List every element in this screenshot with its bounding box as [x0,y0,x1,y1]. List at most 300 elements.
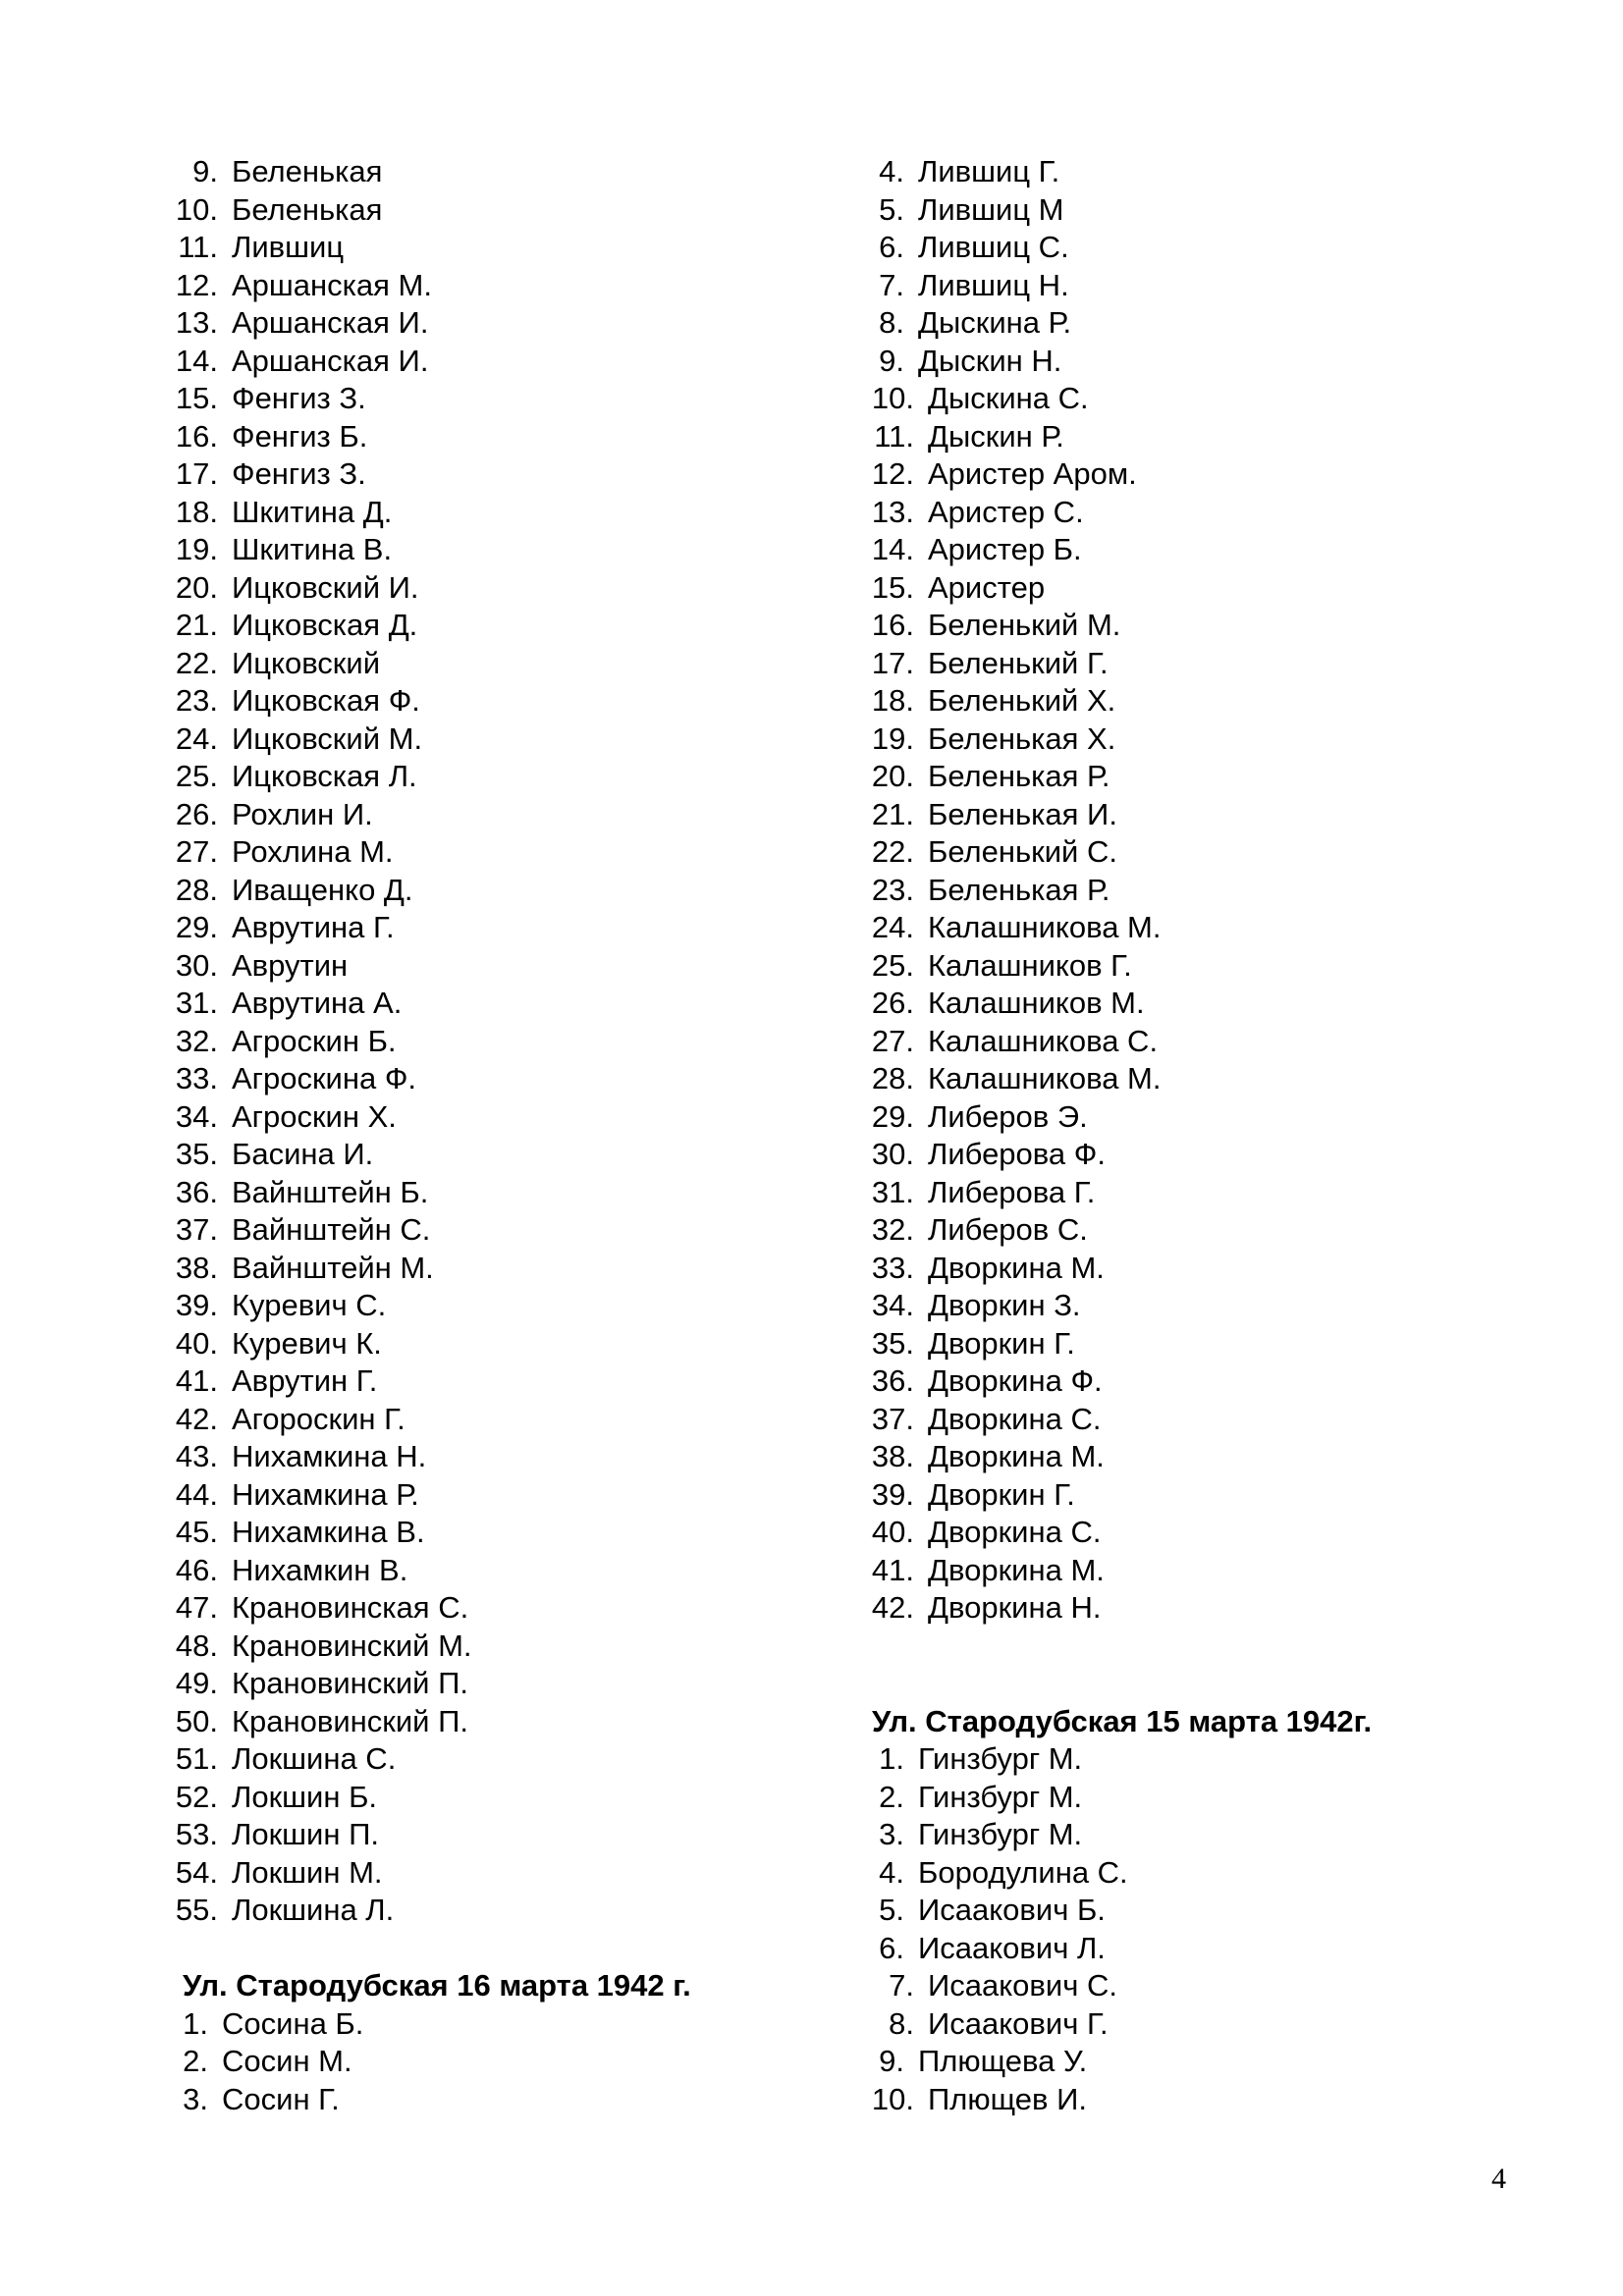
item-name: Аврутина А. [232,986,403,1020]
item-name: Фенгиз З. [232,381,366,415]
item-number: 47. [175,1590,218,1625]
item-number: 32. [871,1212,914,1247]
left-column [175,153,840,2118]
item-name: Лившиц Г. [918,154,1060,188]
item-number: 30. [871,1137,914,1171]
item-number: 17. [175,456,218,491]
item-number: 48. [175,1628,218,1663]
list-item [175,1665,840,1703]
right-name-list-continued [871,153,1527,1628]
list-item [871,2081,1527,2119]
list-item [871,455,1527,494]
list-item [871,796,1527,834]
list-item [879,343,1527,381]
list-item [871,645,1527,683]
item-name: Ицковская Д. [232,608,418,642]
item-name: Аристер [928,569,1046,605]
list-item [871,569,1527,608]
item-name: Шкитина В. [232,532,393,566]
list-item [871,1023,1527,1061]
list-item [871,531,1527,569]
item-name: Дворкина С. [928,1401,1102,1436]
item-number: 52. [175,1779,218,1814]
item-number: 51. [175,1741,218,1776]
list-item [175,1325,840,1363]
item-name: Аристер С. [928,494,1084,529]
item-number: 50. [175,1703,218,1738]
item-name: Аристер Б. [928,532,1082,566]
item-name: Агроскин Х. [232,1098,397,1134]
list-item [871,1325,1527,1363]
item-number: 14. [871,532,914,566]
list-item [175,1552,840,1590]
item-name: Фенгиз Б. [232,418,368,454]
item-number: 36. [871,1363,914,1398]
item-name: Дворкина Ф. [928,1363,1103,1398]
item-name: Калашников М. [928,986,1145,1020]
item-name: Дворкина М. [928,1439,1105,1473]
item-name: Беленькая [232,154,383,188]
item-number: 10. [871,381,914,415]
item-number: 29. [871,1098,914,1134]
item-number: 32. [175,1023,218,1058]
list-item [879,153,1527,191]
item-number: 10. [175,191,218,227]
item-number: 17. [871,645,914,680]
list-item [175,1211,840,1250]
item-name: Крановинский П. [232,1666,469,1700]
item-number: 34. [175,1098,218,1134]
item-name: Ицковский [232,645,381,680]
item-number: 13. [871,494,914,529]
item-number: 26. [175,796,218,831]
item-number: 35. [871,1325,914,1361]
item-number: 2. [879,1779,904,1814]
list-item [871,1136,1527,1174]
list-item [879,191,1527,230]
item-number: 33. [871,1250,914,1285]
list-item [871,1287,1527,1325]
list-item [871,1098,1527,1137]
left-section-title: Ул. Стародубская 16 марта 1942 г. [183,1968,691,2002]
item-name: Сосина Б. [222,2005,364,2041]
list-item [175,1136,840,1174]
right-column [871,153,1527,2118]
item-number: 34. [871,1288,914,1322]
item-name: Дворкина М. [928,1552,1105,1587]
item-name: Дворкина Н. [928,1590,1102,1625]
list-item [871,721,1527,759]
item-number: 38. [175,1250,218,1285]
item-name: Аврутин Г. [232,1363,378,1398]
list-item [871,1552,1527,1590]
list-item [175,1854,840,1893]
item-name: Фенгиз З. [232,456,366,491]
item-number: 23. [871,872,914,907]
item-name: Беленький М. [928,608,1121,642]
item-number: 31. [175,986,218,1020]
list-item [175,1514,840,1552]
item-name: Бородулина С. [918,1854,1128,1890]
item-number: 21. [871,796,914,831]
list-item [175,872,840,910]
item-name: Беленькая [232,191,383,227]
item-number: 19. [871,721,914,756]
item-name: Нихамкина Н. [232,1439,427,1473]
item-name: Либерова Г. [928,1174,1096,1209]
item-name: Рохлина М. [232,834,394,869]
item-number: 46. [175,1552,218,1587]
item-number: 26. [871,986,914,1020]
item-number: 36. [175,1174,218,1209]
list-item [879,2043,1527,2081]
item-number: 39. [871,1476,914,1512]
item-number: 33. [175,1061,218,1095]
list-item [871,833,1527,872]
item-number: 6. [879,230,904,264]
list-item [871,1060,1527,1098]
item-name: Нихамкина Р. [232,1476,419,1512]
list-item [871,1401,1527,1439]
item-name: Ицковский И. [232,569,419,605]
list-item [175,1476,840,1515]
item-name: Нихамкин В. [232,1552,408,1587]
item-number: 15. [871,569,914,605]
item-number: 10. [871,2081,914,2116]
list-item [879,229,1527,267]
item-number: 37. [175,1212,218,1247]
item-number: 2. [183,2044,208,2078]
list-item [871,494,1527,532]
list-item [175,947,840,986]
list-item [175,1250,840,1288]
item-number: 16. [871,608,914,642]
list-item [871,1438,1527,1476]
left-name-list-new [183,2005,840,2119]
item-number: 8. [889,2005,914,2041]
item-name: Либеров Э. [928,1098,1088,1134]
item-name: Дворкин Г. [928,1325,1075,1361]
item-number: 15. [175,381,218,415]
item-name: Лившиц Н. [918,267,1069,302]
item-name: Локшин Б. [232,1779,378,1814]
list-item [879,1740,1527,1779]
list-item [175,1892,840,1930]
item-number: 53. [175,1817,218,1851]
list-item [871,1362,1527,1401]
item-name: Калашников Г. [928,947,1132,983]
item-number: 43. [175,1439,218,1473]
list-item [175,418,840,456]
item-name: Гинзбург М. [918,1741,1083,1776]
list-item [178,229,840,267]
list-item [879,1854,1527,1893]
item-number: 3. [879,1817,904,1851]
item-name: Вайнштейн С. [232,1212,431,1247]
item-number: 9. [879,2044,904,2078]
item-number: 4. [879,154,904,188]
item-name: Либерова Ф. [928,1137,1106,1171]
list-item [889,1967,1527,2005]
item-name: Аршанская М. [232,267,432,302]
list-item [175,721,840,759]
item-number: 29. [175,910,218,944]
list-item [175,1174,840,1212]
item-number: 25. [175,759,218,793]
list-item [175,1628,840,1666]
item-name: Дворкина С. [928,1515,1102,1549]
list-item [175,833,840,872]
item-name: Куревич К. [232,1325,382,1361]
item-number: 28. [871,1061,914,1095]
list-item [175,1023,840,1061]
item-number: 22. [871,834,914,869]
list-item [871,1174,1527,1212]
item-number: 20. [871,759,914,793]
item-name: Гинзбург М. [918,1779,1083,1814]
list-item [879,1930,1527,1968]
list-item [879,1892,1527,1930]
item-name: Нихамкина В. [232,1515,425,1549]
item-number: 5. [879,1893,904,1927]
list-item [175,531,840,569]
list-item [175,682,840,721]
left-name-list-continued [175,153,840,1930]
item-name: Ицковская Ф. [232,683,420,718]
list-item [871,380,1527,418]
item-number: 42. [175,1401,218,1436]
list-item [879,267,1527,305]
item-name: Лившиц М [918,191,1064,227]
item-name: Плющева У. [918,2044,1088,2078]
item-name: Аристер Аром. [928,456,1137,491]
item-number: 9. [192,154,218,188]
item-number: 49. [175,1666,218,1700]
list-item [183,2081,840,2119]
list-item [871,872,1527,910]
list-item [175,796,840,834]
right-section-title: Ул. Стародубская 15 марта 1942г. [872,1703,1373,1738]
item-name: Беленький Х. [928,683,1116,718]
list-item [175,607,840,645]
item-name: Ицковская Л. [232,759,417,793]
item-name: Локшин М. [232,1854,383,1890]
list-item [175,758,840,796]
item-name: Лившиц С. [918,230,1069,264]
item-name: Плющев И. [928,2081,1087,2116]
item-name: Беленький Г. [928,645,1109,680]
list-item [175,1060,840,1098]
list-item [175,343,840,381]
item-name: Исаакович Л. [918,1930,1106,1965]
item-name: Локшин П. [232,1817,379,1851]
list-item [871,947,1527,986]
item-number: 27. [871,1023,914,1058]
right-name-list-new [871,1740,1527,2118]
item-number: 13. [175,305,218,340]
item-name: Калашникова М. [928,910,1162,944]
item-name: Калашникова С. [928,1023,1159,1058]
item-number: 55. [175,1893,218,1927]
list-item [175,1589,840,1628]
item-number: 11. [178,230,218,264]
item-name: Рохлин И. [232,796,373,831]
list-item [871,607,1527,645]
list-item [889,2005,1527,2044]
item-number: 41. [871,1552,914,1587]
list-item [874,418,1527,456]
list-item [175,494,840,532]
item-number: 5. [879,191,904,227]
item-name: Дворкин З. [928,1288,1081,1322]
item-number: 38. [871,1439,914,1473]
item-number: 27. [175,834,218,869]
list-item [175,909,840,947]
item-name: Дворкина М. [928,1250,1105,1285]
item-number: 1. [879,1741,904,1776]
list-item [871,1250,1527,1288]
item-number: 7. [879,267,904,302]
list-item [175,380,840,418]
item-number: 20. [175,569,218,605]
item-number: 24. [871,910,914,944]
item-number: 7. [889,1968,914,2002]
list-item [175,985,840,1023]
list-item [175,645,840,683]
item-name: Дыскин Н. [918,343,1062,378]
item-name: Вайнштейн Б. [232,1174,429,1209]
item-number: 24. [175,721,218,756]
item-name: Дыскина Р. [918,305,1072,340]
item-number: 45. [175,1515,218,1549]
item-name: Вайнштейн М. [232,1250,434,1285]
list-item [183,2043,840,2081]
item-number: 41. [175,1363,218,1398]
item-name: Локшина С. [232,1741,397,1776]
item-number: 28. [175,872,218,907]
list-item [871,1211,1527,1250]
list-item [871,985,1527,1023]
item-number: 40. [871,1515,914,1549]
item-number: 35. [175,1137,218,1171]
item-name: Крановинский М. [232,1628,472,1663]
item-number: 14. [175,343,218,378]
page-number: 4 [1491,2163,1506,2195]
list-item [175,1816,840,1854]
item-number: 40. [175,1325,218,1361]
item-number: 1. [183,2005,208,2041]
list-item [871,909,1527,947]
item-name: Беленькая Р. [928,872,1110,907]
list-item [175,1779,840,1817]
item-name: Исаакович Б. [918,1893,1106,1927]
item-name: Аврутина Г. [232,910,395,944]
item-name: Исаакович С. [928,1968,1117,2002]
item-number: 18. [871,683,914,718]
item-number: 4. [879,1854,904,1890]
item-number: 8. [879,305,904,340]
item-name: Аврутин [232,947,349,983]
item-number: 19. [175,532,218,566]
item-name: Калашникова М. [928,1061,1162,1095]
list-item [871,1476,1527,1515]
item-name: Дыскина С. [928,381,1089,415]
list-item [871,758,1527,796]
item-name: Куревич С. [232,1288,387,1322]
list-item [175,1098,840,1137]
item-name: Беленькая Х. [928,721,1116,756]
item-number: 39. [175,1288,218,1322]
list-item [879,1816,1527,1854]
list-item [871,682,1527,721]
item-name: Агороскин Г. [232,1401,406,1436]
item-name: Локшина Л. [232,1893,395,1927]
item-name: Гинзбург М. [918,1817,1083,1851]
item-number: 21. [175,608,218,642]
item-number: 31. [871,1174,914,1209]
list-item [175,267,840,305]
list-item [175,1703,840,1741]
item-name: Сосин Г. [222,2081,340,2116]
item-number: 44. [175,1476,218,1512]
list-item [175,1740,840,1779]
item-name: Басина И. [232,1137,374,1171]
item-number: 18. [175,494,218,529]
item-number: 6. [879,1930,904,1965]
list-item [175,304,840,343]
item-number: 11. [874,418,914,454]
item-name: Беленькая Р. [928,759,1110,793]
list-item [175,569,840,608]
item-name: Крановинский П. [232,1703,469,1738]
item-name: Беленькая И. [928,796,1117,831]
item-number: 12. [175,267,218,302]
item-name: Аршанская И. [232,305,429,340]
item-name: Шкитина Д. [232,494,393,529]
item-number: 16. [175,418,218,454]
item-number: 37. [871,1401,914,1436]
item-name: Крановинская С. [232,1590,469,1625]
item-number: 30. [175,947,218,983]
item-number: 23. [175,683,218,718]
list-item [175,191,840,230]
item-name: Агроскин Б. [232,1023,397,1058]
item-name: Беленький С. [928,834,1117,869]
list-item [879,304,1527,343]
item-number: 3. [183,2081,208,2116]
item-number: 22. [175,645,218,680]
item-number: 12. [871,456,914,491]
item-name: Либеров С. [928,1212,1088,1247]
item-name: Ицковский М. [232,721,423,756]
item-number: 25. [871,947,914,983]
list-item [175,1401,840,1439]
list-item [175,1287,840,1325]
item-number: 9. [879,343,904,378]
item-name: Иващенко Д. [232,872,413,907]
list-item [183,2005,840,2044]
item-number: 42. [871,1590,914,1625]
item-number: 54. [175,1854,218,1890]
item-name: Дворкин Г. [928,1476,1075,1512]
item-name: Дыскин Р. [928,418,1064,454]
item-name: Сосин М. [222,2044,352,2078]
list-item [871,1514,1527,1552]
spacer [232,1930,840,1968]
item-name: Лившиц [232,230,345,264]
list-item [879,1779,1527,1817]
list-item [175,1362,840,1401]
